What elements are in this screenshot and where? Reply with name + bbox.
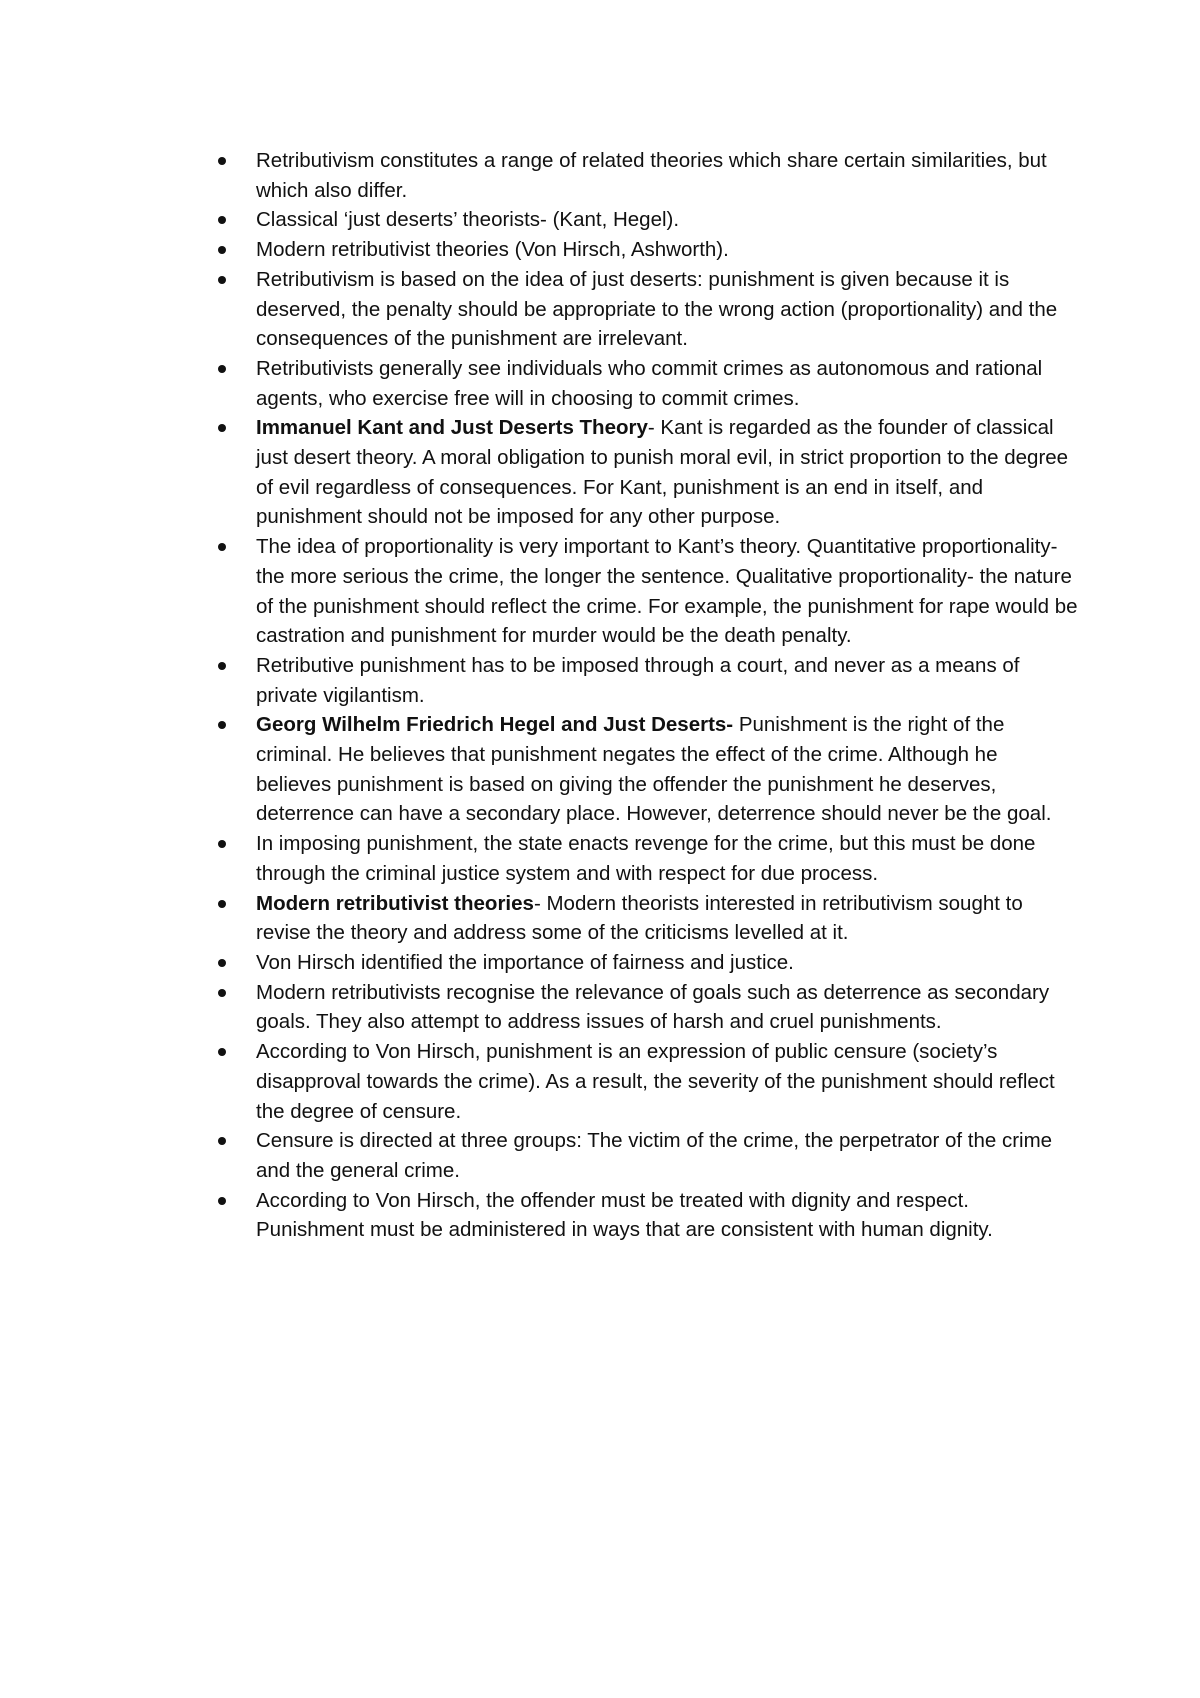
list-item-body: Retributivists generally see individuals who commit crimes as autonomous and rational agents, who exercise free will in choosing to commit crimes. <box>256 356 1043 410</box>
list-item <box>218 651 1078 710</box>
bullet-icon <box>218 900 226 908</box>
list-item <box>218 1126 1078 1185</box>
bullet-icon <box>218 721 226 729</box>
list-item-body: Retributivism constitutes a range of related theories which share certain similarities, but which also differ. <box>256 149 1047 202</box>
list-item-lead: Georg Wilhelm Friedrich Hegel and Just Deserts- <box>256 713 734 737</box>
list-item <box>218 1186 1078 1245</box>
list-item-body: Censure is directed at three groups: The victim of the crime, the perpetrator of the crime and the general crime. <box>256 1129 1053 1182</box>
list-item-body: According to Von Hirsch, punishment is an expression of public censure (society’s disapproval towards the crime). As a result, the severity of the punishment should reflect the degree of censure. <box>256 1040 1055 1123</box>
bullet-icon <box>218 989 226 997</box>
list-item <box>218 265 1078 354</box>
list-item-body: Classical ‘just deserts’ theorists- (Kant, Hegel). <box>256 208 680 232</box>
list-item-body: The idea of proportionality is very important to Kant’s theory. Quantitative proportionality- the more serious the crime, the longer the sentence. Qualitative proportionality- the nature of the punishment should reflect the crime. For example, the punishment for rape would be castration and punishment for murder would be the death penalty. <box>256 535 1078 648</box>
bullet-icon <box>218 157 226 165</box>
list-item-text <box>256 892 1023 945</box>
list-item-text <box>256 416 1068 528</box>
list-item-lead: Immanuel Kant and Just Deserts Theory <box>256 416 648 440</box>
list-item-text <box>256 1040 1055 1122</box>
list-item-text <box>256 832 1035 885</box>
list-item-lead: Modern retributivist theories <box>256 891 534 915</box>
list-item <box>218 205 1078 235</box>
list-item <box>218 532 1078 651</box>
list-item <box>218 948 1078 978</box>
bullet-icon <box>218 662 226 670</box>
list-item-body: According to Von Hirsch, the offender must be treated with dignity and respect. Punishment must be administered in ways that are consistent with human dignity. <box>256 1188 993 1242</box>
list-item-text <box>256 238 729 261</box>
list-item-text <box>256 654 1020 707</box>
list-item-text <box>256 951 794 974</box>
bullet-icon <box>218 1048 226 1056</box>
bullet-icon <box>218 840 226 848</box>
list-item-body: Punishment is the right of the criminal. He believes that punishment negates the effect of the crime. Although he believes punishment is based on giving the offender the punishment he deserves, deterrence can have a secondary place. However, deterrence should never be the goal. <box>256 713 1052 826</box>
list-item-text <box>256 535 1078 647</box>
list-item-body: In imposing punishment, the state enacts revenge for the crime, but this must be done through the criminal justice system and with respect for due process. <box>256 832 1036 885</box>
list-item-body: - Kant is regarded as the founder of classical just desert theory. A moral obligation to punish moral evil, in strict proportion to the degree of evil regardless of consequences. For Kant, punishment is an end in itself, and punishment should not be imposed for any other purpose. <box>256 416 1069 529</box>
bullet-icon <box>218 246 226 254</box>
list-item-text <box>256 1189 993 1242</box>
list-item <box>218 1037 1078 1126</box>
bullet-list <box>218 146 1078 1245</box>
bullet-icon <box>218 1137 226 1145</box>
list-item <box>218 146 1078 205</box>
bullet-icon <box>218 365 226 373</box>
bullet-icon <box>218 424 226 432</box>
list-item-text <box>256 357 1042 410</box>
list-item <box>218 710 1078 829</box>
list-item-body: Von Hirsch identified the importance of fairness and justice. <box>256 950 794 974</box>
bullet-icon <box>218 276 226 284</box>
list-item-body: Retributive punishment has to be imposed through a court, and never as a means of private vigilantism. <box>256 653 1020 707</box>
list-item-body: Retributivism is based on the idea of just deserts: punishment is given because it is deserved, the penalty should be appropriate to the wrong action (proportionality) and the consequences of the punishment are irrelevant. <box>256 267 1058 351</box>
list-item-body: - Modern theorists interested in retributivism sought to revise the theory and address some of the criticisms levelled at it. <box>256 891 1023 945</box>
bullet-icon <box>218 543 226 551</box>
list-item <box>218 978 1078 1037</box>
list-item-text <box>256 713 1051 825</box>
list-item-text <box>256 208 679 231</box>
list-item <box>218 413 1078 532</box>
list-item <box>218 889 1078 948</box>
bullet-icon <box>218 216 226 224</box>
list-item-text <box>256 149 1047 202</box>
list-item-text <box>256 268 1057 350</box>
list-item <box>218 235 1078 265</box>
list-item <box>218 354 1078 413</box>
list-item <box>218 829 1078 888</box>
list-item-body: Modern retributivist theories (Von Hirsch, Ashworth). <box>256 238 729 262</box>
list-item-body: Modern retributivists recognise the relevance of goals such as deterrence as secondary goals. They also attempt to address issues of harsh and cruel punishments. <box>256 980 1050 1034</box>
bullet-icon <box>218 1197 226 1205</box>
list-item-text <box>256 981 1049 1034</box>
bullet-icon <box>218 959 226 967</box>
list-item-text <box>256 1129 1052 1182</box>
